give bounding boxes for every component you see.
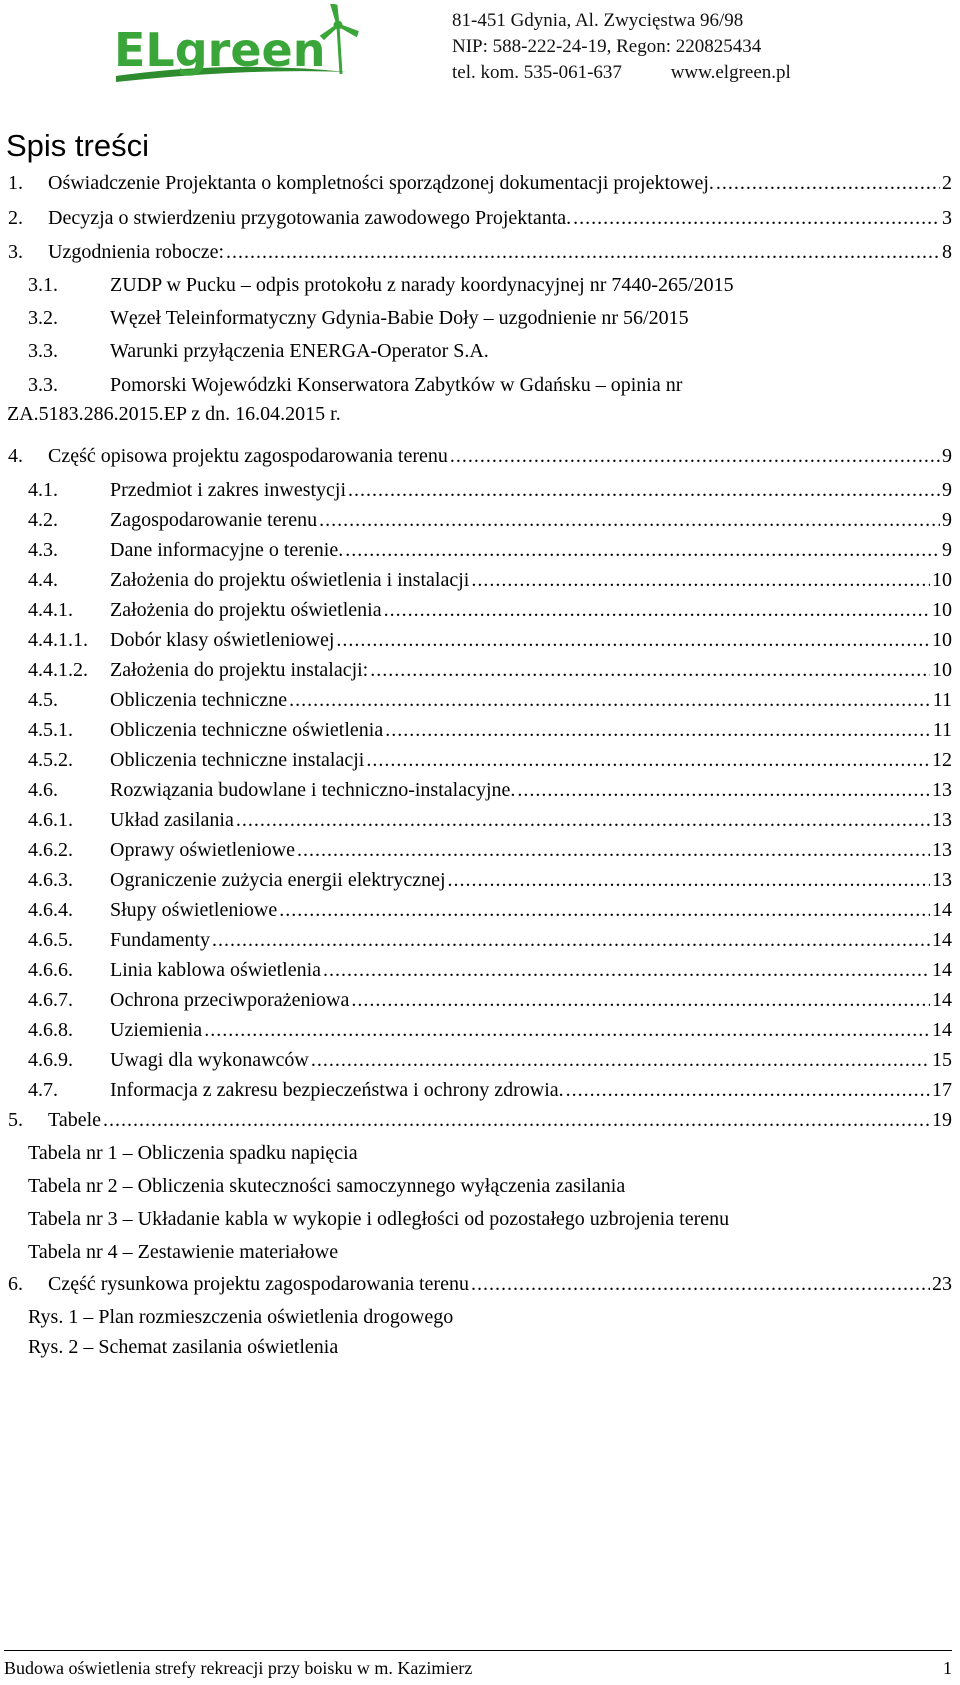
toc-entry-title: Część opisowa projektu zagospodarowania terenu: [48, 445, 448, 467]
toc-entry[interactable]: [0, 1138, 960, 1168]
toc-entry-title: Część rysunkowa projektu zagospodarowania terenu: [48, 1273, 469, 1295]
toc-entry-title: Założenia do projektu instalacji:: [110, 659, 369, 681]
toc-entry-page: 14: [932, 989, 952, 1011]
toc-dot-leader: [297, 835, 930, 865]
toc-entry-page: 9: [942, 509, 952, 531]
toc-entry-page: 13: [932, 839, 952, 861]
toc-entry[interactable]: [0, 535, 960, 565]
toc-entry-page: 10: [932, 659, 952, 681]
toc-entry[interactable]: [0, 835, 960, 865]
toc-dot-leader: [471, 565, 930, 595]
toc-dot-leader: [279, 895, 930, 925]
toc-entry-title: Warunki przyłączenia ENERGA-Operator S.A.: [110, 340, 489, 362]
toc-entry-line: [110, 895, 952, 925]
toc-dot-leader: [566, 1075, 930, 1105]
toc-entry[interactable]: [0, 565, 960, 595]
toc-entry-page: 11: [932, 689, 952, 711]
toc-dot-leader: [385, 715, 931, 745]
toc-entry[interactable]: [0, 955, 960, 985]
toc-entry-title: Rozwiązania budowlane i techniczno-instalacyjne.: [110, 779, 516, 801]
toc-entry-number: 4.1.: [28, 479, 58, 501]
toc-entry-title: Rys. 1 – Plan rozmieszczenia oświetlenia drogowego: [28, 1306, 454, 1328]
company-address: 81-451 Gdynia, Al. Zwycięstwa 96/98: [452, 10, 744, 31]
toc-dot-leader: [448, 865, 930, 895]
toc-entry-page: 13: [932, 869, 952, 891]
toc-entry-title: Ochrona przeciwporażeniowa: [110, 989, 350, 1011]
toc-entry-line: [110, 505, 952, 535]
toc-entry-number: 4.4.1.2.: [28, 659, 88, 681]
toc-dot-leader: [348, 475, 940, 505]
toc-dot-leader: [351, 985, 930, 1015]
footer-project-title: Budowa oświetlenia strefy rekreacji przy boisku w m. Kazimierz: [4, 1658, 473, 1678]
toc-entry-title: Słupy oświetleniowe: [110, 899, 278, 921]
footer-divider: [4, 1650, 952, 1651]
toc-entry-line: [110, 805, 952, 835]
toc-entry-title: Decyzja o stwierdzeniu przygotowania zawodowego Projektanta.: [48, 207, 572, 229]
toc-entry-number: 4.5.: [28, 689, 58, 711]
toc-dot-leader: [236, 805, 930, 835]
toc-entry-line: [48, 1269, 952, 1299]
toc-entry-number: 3.1.: [28, 274, 58, 296]
toc-entry-title: Zagospodarowanie terenu: [110, 509, 318, 531]
toc-entry[interactable]: [0, 895, 960, 925]
toc-entry[interactable]: [0, 237, 960, 267]
toc-entry-line: [110, 655, 952, 685]
toc-entry-number: 4.5.2.: [28, 749, 73, 771]
toc-entry[interactable]: [0, 1204, 960, 1234]
toc-entry[interactable]: [0, 399, 960, 429]
toc-entry-title: Obliczenia techniczne oświetlenia: [110, 719, 384, 741]
toc-entry-title: Założenia do projektu oświetlenia i instalacji: [110, 569, 470, 591]
toc-dot-leader: [212, 925, 930, 955]
toc-entry-title: Obliczenia techniczne: [110, 689, 288, 711]
toc-entry-line: [48, 441, 952, 471]
company-ids: NIP: 588-222-24-19, Regon: 220825434: [452, 36, 762, 57]
toc-entry[interactable]: [0, 655, 960, 685]
toc-entry[interactable]: [0, 1332, 960, 1362]
toc-entry-number: 4.6.2.: [28, 839, 73, 861]
toc-entry-title: Uziemienia: [110, 1019, 203, 1041]
toc-entry-line: [48, 203, 952, 233]
toc-entry-page: 12: [932, 749, 952, 771]
toc-entry[interactable]: [0, 1269, 960, 1299]
toc-entry-number: 4.7.: [28, 1079, 58, 1101]
toc-entry-page: 13: [932, 779, 952, 801]
toc-entry[interactable]: [0, 1075, 960, 1105]
toc-entry-title: ZUDP w Pucku – odpis protokołu z narady koordynacyjnej nr 7440-265/2015: [110, 274, 734, 296]
toc-entry-line: [110, 1015, 952, 1045]
toc-entry-number: 3.3.: [28, 340, 58, 362]
toc-entry-line: [110, 475, 952, 505]
toc-dot-leader: [319, 505, 940, 535]
toc-entry-page: 9: [942, 445, 952, 467]
toc-entry[interactable]: [0, 985, 960, 1015]
toc-entry-number: 3.2.: [28, 307, 58, 329]
toc-dot-leader: [370, 655, 930, 685]
toc-entry-title: Linia kablowa oświetlenia: [110, 959, 322, 981]
toc-entry-line: [110, 985, 952, 1015]
toc-entry-page: 9: [942, 539, 952, 561]
toc-entry[interactable]: [0, 370, 960, 400]
toc-entry-title: Obliczenia techniczne instalacji: [110, 749, 365, 771]
toc-entry-page: 9: [942, 479, 952, 501]
toc-entry-title: Dobór klasy oświetleniowej: [110, 629, 335, 651]
toc-entry-number: 2.: [8, 207, 23, 229]
toc-entry-title: Rys. 2 – Schemat zasilania oświetlenia: [28, 1336, 339, 1358]
toc-entry[interactable]: [0, 270, 960, 300]
toc-entry-title: Fundamenty: [110, 929, 210, 951]
toc-entry[interactable]: [0, 505, 960, 535]
toc-entry-line: [110, 1045, 952, 1075]
toc-entry[interactable]: [0, 625, 960, 655]
toc-dot-leader: [450, 441, 940, 471]
company-website-link[interactable]: www.elgreen.pl: [670, 62, 791, 83]
toc-entry[interactable]: [0, 595, 960, 625]
toc-entry-title: Tabela nr 3 – Układanie kabla w wykopie i odległości od pozostałego uzbrojenia terenu: [28, 1208, 730, 1230]
toc-entry-line: [110, 1075, 952, 1105]
toc-entry[interactable]: [0, 303, 960, 333]
toc-entry-number: 4.6.7.: [28, 989, 73, 1011]
contact-row: [452, 60, 952, 86]
toc-entry-page: 11: [932, 719, 952, 741]
toc-entry-page: 2: [942, 172, 952, 194]
toc-entry-title: Tabela nr 1 – Obliczenia spadku napięcia: [28, 1142, 358, 1164]
toc-entry[interactable]: [0, 475, 960, 505]
toc-entry-page: 14: [932, 959, 952, 981]
toc-entry-title: Dane informacyjne o terenie.: [110, 539, 344, 561]
toc-dot-leader: [311, 1045, 930, 1075]
toc-entry-number: 4.3.: [28, 539, 58, 561]
toc-entry-number: 4.6.9.: [28, 1049, 73, 1071]
toc-entry[interactable]: [0, 925, 960, 955]
toc-entry[interactable]: [0, 1015, 960, 1045]
toc-entry[interactable]: [0, 745, 960, 775]
company-phone: tel. kom. 535-061-637: [452, 62, 622, 83]
toc-entry[interactable]: [0, 1045, 960, 1075]
toc-entry-title: Tabela nr 2 – Obliczenia skuteczności samoczynnego wyłączenia zasilania: [28, 1175, 626, 1197]
toc-entry-title: Tabele: [48, 1109, 102, 1131]
toc-dot-leader: [366, 745, 930, 775]
toc-entry-page: 8: [942, 241, 952, 263]
toc-entry-number: 1.: [8, 172, 23, 194]
toc-entry-number: 4.6.4.: [28, 899, 73, 921]
toc-dot-leader: [103, 1105, 930, 1135]
toc-entry[interactable]: [0, 715, 960, 745]
toc-entry-line: [48, 1105, 952, 1135]
page-footer: [0, 1650, 960, 1685]
toc-entry-number: 4.5.1.: [28, 719, 73, 741]
toc-entry-title: Ograniczenie zużycia energii elektrycznej: [110, 869, 446, 891]
toc-entry-number: 4.6.6.: [28, 959, 73, 981]
toc-entry-line: [110, 715, 952, 745]
toc-entry-page: 10: [932, 599, 952, 621]
toc-entry-line: [110, 835, 952, 865]
toc-entry-title: Informacja z zakresu bezpieczeństwa i ochrony zdrowia.: [110, 1079, 564, 1101]
toc-entry-line: [110, 595, 952, 625]
toc-entry-page: 10: [932, 569, 952, 591]
toc-entry-number: 3.3.: [28, 374, 58, 396]
toc-dot-leader: [573, 203, 940, 233]
toc-entry-number: 4.: [8, 445, 23, 467]
toc-dot-leader: [716, 168, 940, 198]
toc-entry-number: 3.: [8, 241, 23, 263]
toc-entry-number: 4.6.1.: [28, 809, 73, 831]
toc-dot-leader: [204, 1015, 930, 1045]
wind-turbine-logo-icon: [110, 4, 410, 96]
toc-entry[interactable]: [0, 1171, 960, 1201]
toc-entry-line: [110, 535, 952, 565]
toc-entry-page: 17: [932, 1079, 952, 1101]
toc-entry-number: 4.4.1.: [28, 599, 73, 621]
toc-entry-line: [110, 745, 952, 775]
toc-heading: Spis treści: [6, 128, 149, 163]
toc-entry-title: Oświadczenie Projektanta o kompletności sporządzonej dokumentacji projektowej.: [48, 172, 714, 194]
toc-entry-title: Tabela nr 4 – Zestawienie materiałowe: [28, 1241, 339, 1263]
toc-entry-line: [48, 168, 952, 198]
toc-entry-line: [110, 775, 952, 805]
page-header: [0, 0, 960, 100]
logo-text: ELgreen: [114, 23, 326, 77]
toc-dot-leader: [323, 955, 930, 985]
toc-entry[interactable]: [0, 865, 960, 895]
toc-entry-title: Pomorski Wojewódzki Konserwatora Zabytków w Gdańsku – opinia nr: [110, 374, 683, 396]
toc-entry-line: [48, 237, 952, 267]
toc-entry-number: 4.4.: [28, 569, 58, 591]
toc-dot-leader: [517, 775, 930, 805]
toc-entry-title: Przedmiot i zakres inwestycji: [110, 479, 347, 501]
toc-entry-number: 4.6.3.: [28, 869, 73, 891]
toc-entry-number: 4.6.5.: [28, 929, 73, 951]
toc-entry-page: 19: [932, 1109, 952, 1131]
toc-dot-leader: [471, 1269, 930, 1299]
elgreen-logo: [110, 4, 410, 96]
toc-entry-page: 3: [942, 207, 952, 229]
toc-entry-number: 6.: [8, 1273, 23, 1295]
toc-dot-leader: [289, 685, 931, 715]
toc-entry[interactable]: [0, 336, 960, 366]
toc-entry-page: 23: [932, 1273, 952, 1295]
toc-entry-page: 14: [932, 899, 952, 921]
toc-entry[interactable]: [0, 1105, 960, 1135]
toc-entry-page: 15: [932, 1049, 952, 1071]
toc-entry-title: Uzgodnienia robocze:: [48, 241, 225, 263]
toc-entry[interactable]: [0, 441, 960, 471]
toc-entry-title: Założenia do projektu oświetlenia: [110, 599, 382, 621]
toc-entry-title: Układ zasilania: [110, 809, 234, 831]
toc-entry[interactable]: [0, 775, 960, 805]
toc-entry-line: [110, 625, 952, 655]
toc-entry-page: 14: [932, 1019, 952, 1041]
toc-entry-page: 10: [932, 629, 952, 651]
toc-dot-leader: [345, 535, 940, 565]
toc-entry-line: [110, 955, 952, 985]
toc-entry-title: ZA.5183.286.2015.EP z dn. 16.04.2015 r.: [7, 403, 341, 425]
toc-entry-number: 4.6.: [28, 779, 58, 801]
toc-entry-title: Oprawy oświetleniowe: [110, 839, 295, 861]
toc-entry-page: 13: [932, 809, 952, 831]
toc-entry-title: Węzeł Teleinformatyczny Gdynia-Babie Doły – uzgodnienie nr 56/2015: [110, 307, 689, 329]
toc-entry-line: [110, 925, 952, 955]
toc-entry-line: [110, 565, 952, 595]
toc-entry[interactable]: [0, 685, 960, 715]
toc-entry-number: 5.: [8, 1109, 23, 1131]
toc-entry-line: [110, 685, 952, 715]
toc-dot-leader: [384, 595, 930, 625]
toc-entry-number: 4.6.8.: [28, 1019, 73, 1041]
toc-entry[interactable]: [0, 1237, 960, 1267]
company-address-block: [452, 8, 952, 86]
toc-entry-line: [110, 865, 952, 895]
toc-entry[interactable]: [0, 1302, 960, 1332]
toc-entry[interactable]: [0, 168, 960, 198]
toc-entry[interactable]: [0, 203, 960, 233]
toc-dot-leader: [336, 625, 930, 655]
footer-page-number: 1: [943, 1658, 952, 1678]
toc-entry-number: 4.2.: [28, 509, 58, 531]
toc-entry-title: Uwagi dla wykonawców: [110, 1049, 309, 1071]
toc-entry-number: 4.4.1.1.: [28, 629, 88, 651]
toc-entry[interactable]: [0, 805, 960, 835]
toc-entry-page: 14: [932, 929, 952, 951]
toc-dot-leader: [226, 237, 940, 267]
